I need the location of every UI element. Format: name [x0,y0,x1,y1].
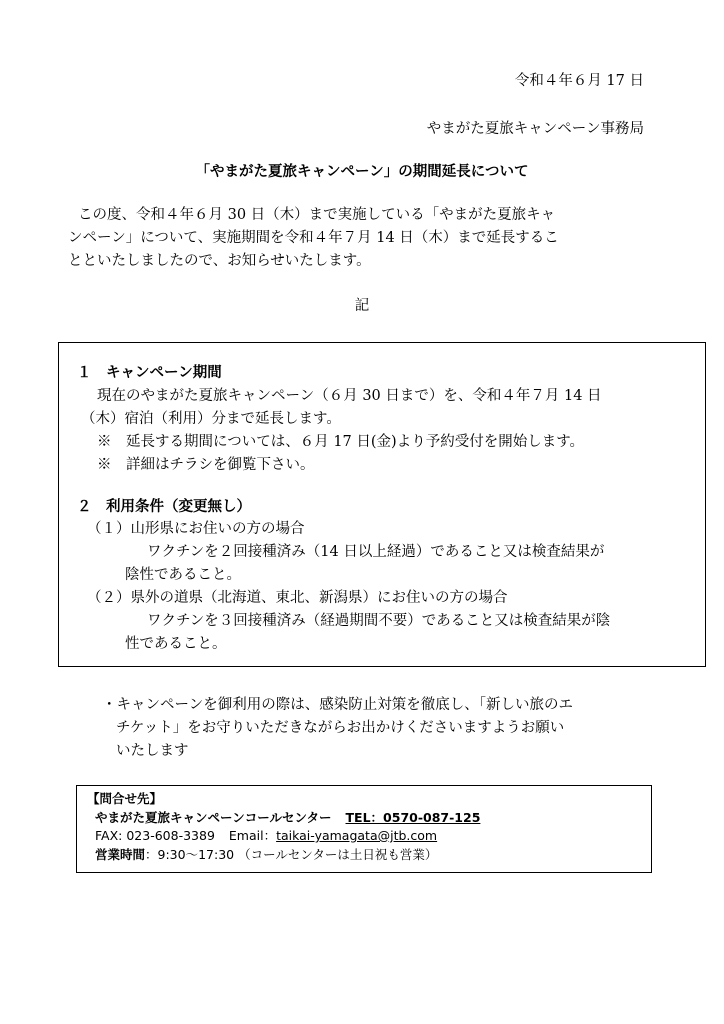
details-box [58,342,706,667]
contact-center-row [87,809,651,828]
issuing-office: やまがた夏旅キャンペーン事務局 [426,121,644,137]
section2-item-line: ワクチンを３回接種済み（経過期間不要）であること又は検査結果が陰 [147,613,611,629]
note-line: いたします [116,743,189,759]
section2-item-label: （１）山形県にお住いの方の場合 [87,521,305,537]
call-center-name: やまがた夏旅キャンペーンコールセンター [95,809,332,825]
section1-body-line: （木）宿泊（利用）分まで延長します。 [81,411,341,427]
intro-paragraph [68,204,658,273]
section2-item-line: ワクチンを２回接種済み（14 日以上経過）であること又は検査結果が [147,544,605,560]
usage-note [102,694,682,763]
intro-line: この度、令和４年６月 30 日（木）まで実施している「やまがた夏旅キャ [78,207,556,223]
section1-body-line: 現在のやまがた夏旅キャンペーン（６月 30 日まで）を、令和４年７月 14 日 [97,388,602,404]
email-label: Email： [228,828,277,843]
section1-heading: １ キャンペーン期間 [77,364,222,381]
intro-line: ンペーン」について、実施期間を令和４年７月 14 日（木）まで延長するこ [68,230,559,246]
section2-item-line: 性であること。 [125,636,227,652]
section1-note: ※ 延長する期間については、６月 17 日(金)より予約受付を開始します。 [97,434,585,450]
note-line: チケット」をお守りいただきながらお出かけくださいますようお願い [116,720,565,736]
fax-number: FAX: 023-608-3389 [95,828,215,843]
section2-item-line: 陰性であること。 [125,567,241,583]
contact-box [76,785,652,873]
note-line: ・キャンペーンを御利用の際は、感染防止対策を徹底し、「新しい旅のエ [102,697,573,713]
phone-number[interactable]: TEL：0570-087-125 [345,809,481,825]
contact-fax-row [87,827,651,846]
ki-marker: 記 [354,298,370,314]
intro-line: とといたしましたので、お知らせいたします。 [68,253,371,269]
email-link[interactable]: taikai-yamagata@jtb.com [276,828,438,843]
section2-heading: ２ 利用条件（変更無し） [77,498,251,515]
contact-hours-row [87,846,651,865]
contact-heading: 【問合せ先】 [87,791,163,806]
document-title: 「やまがた夏旅キャンペーン」の期間延長について [195,163,529,180]
section1-note: ※ 詳細はチラシを御覧下さい。 [97,457,315,473]
business-hours: ：9:30～17:30 （コールセンターは土日祝も営業） [145,846,438,862]
document-date: 令和４年６月 17 日 [514,73,644,89]
hours-label: 営業時間 [95,846,146,862]
section2-item-label: （２）県外の道県（北海道、東北、新潟県）にお住いの方の場合 [87,590,508,606]
